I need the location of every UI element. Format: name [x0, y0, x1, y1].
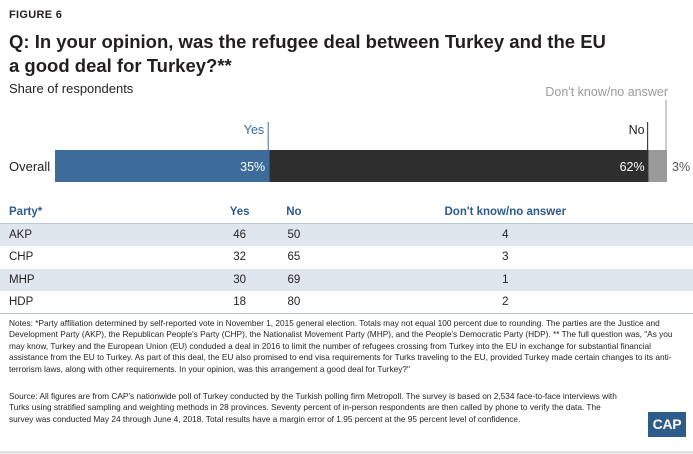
table-row [0, 291, 693, 314]
party-table [0, 201, 693, 314]
value-cell: 50 [270, 224, 317, 247]
party-cell: HDP [0, 291, 209, 314]
value-cell: 3 [318, 246, 693, 269]
value-cell: 69 [270, 269, 317, 292]
series-label-no: No [628, 123, 645, 137]
value-cell: 30 [209, 269, 270, 292]
value-cell: 32 [209, 246, 270, 269]
table-header-row [0, 201, 693, 224]
data-label-yes: 35% [240, 160, 266, 174]
bar-don-t-know-no-answer [649, 150, 667, 182]
chart-title: Q: In your opinion, was the refugee deal between Turkey and the EU a good deal for Turkey?** [9, 31, 606, 76]
bar-no [269, 150, 648, 182]
value-cell: 65 [270, 246, 317, 269]
chart-subtitle: Share of respondents [9, 81, 134, 96]
column-header: Yes [209, 201, 270, 224]
value-cell: 2 [318, 291, 693, 314]
party-cell: MHP [0, 269, 209, 292]
figure-label: FIGURE 6 [9, 9, 63, 21]
column-header: Party* [0, 201, 209, 224]
table-row [0, 269, 693, 292]
table-body [0, 224, 693, 314]
value-cell: 18 [209, 291, 270, 314]
divider [0, 313, 693, 314]
value-cell: 80 [270, 291, 317, 314]
column-header: Don't know/no answer [318, 201, 693, 224]
value-cell: 4 [318, 224, 693, 247]
value-cell: 1 [318, 269, 693, 292]
value-cell: 46 [209, 224, 270, 247]
stacked-bar-chart [0, 80, 693, 195]
source-text: Source: All figures are from CAP's nationwide poll of Turkey conducted by the Turkish polling firm Metropoll. The survey is based on 2,534 face-to-face interviews with Turks using stratified sampling and weighting methods in 28 provinces. Seventy percent of in-person respondents are then called by phone to verify the data. The survey was conducted May 24 through June 4, 2018. Total results have a margin error of 1.95 percent at the 95 percent level of confidence. [9, 391, 617, 424]
bar-yes [55, 150, 269, 182]
data-label-don-t-know-no-answer: 3% [672, 160, 691, 174]
series-label-yes: Yes [243, 123, 265, 137]
party-cell: AKP [0, 224, 209, 247]
party-cell: CHP [0, 246, 209, 269]
table-row [0, 246, 693, 269]
column-header: No [270, 201, 317, 224]
data-label-no: 62% [619, 160, 645, 174]
series-label-don-t-know-no-answer: Don't know/no answer [545, 85, 668, 99]
cap-logo: CAP [648, 412, 686, 437]
notes-text: Notes: *Party affiliation determined by self-reported vote in November 1, 2015 general election. Totals may not equal 100 percent due to rounding. The parties are the Justice and Development Party (AKP), the Republican People's Party (CHP), the Nationalist Movement Party (MHP), and the People's Democratic Party (HDP). ** The full question was, "As you may know, Turkey and the European Union (EU) conduded a deal in 2016 to limit the number of refugees crossing from Turkey into the EU in exchange for substantial financial assistance from the EU to Turkey. As part of this deal, the EU also promised to end visa requirements for Turks traveling to the EU, provided Turkey made certain changes to its anti-terrorism laws, along with other requirements. In your opinion, was this arrangement a good deal for Turkey?" [9, 318, 673, 374]
category-label: Overall [9, 159, 51, 174]
table-row [0, 224, 693, 247]
